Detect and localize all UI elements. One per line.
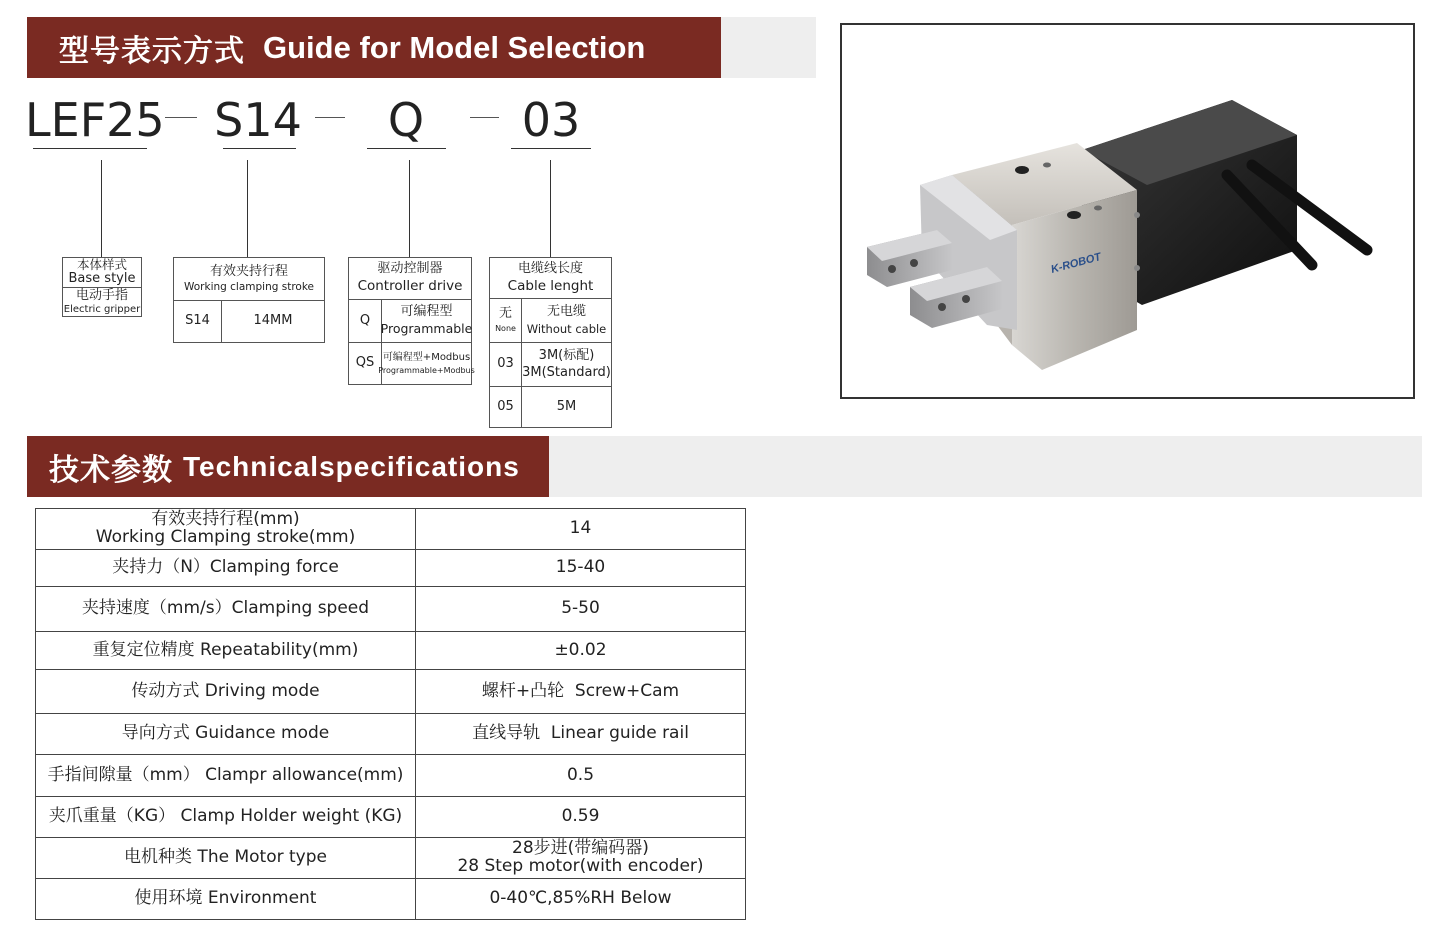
- spec-value: ±0.02: [416, 632, 746, 670]
- base-style-value-en: Electric gripper: [63, 303, 141, 315]
- model-code-part3: Q: [387, 93, 425, 147]
- section2-header: [27, 436, 549, 497]
- table-row: [36, 838, 746, 879]
- table-row: [36, 755, 746, 797]
- model-code-underline-4: [511, 148, 591, 149]
- model-code-dash-3: [470, 117, 499, 118]
- controller-opt1-en: Programmable: [380, 321, 473, 337]
- spec-value: 5-50: [416, 587, 746, 632]
- cable-opt2-cn: 3M(标配): [538, 347, 595, 363]
- controller-box: [348, 257, 475, 385]
- spec-table: [35, 508, 746, 920]
- controller-opt2-en: Programmable+Modbus: [378, 366, 475, 376]
- spec-label: 导向方式 Guidance mode: [36, 714, 416, 755]
- brand-logo: K-ROBOT: [1049, 251, 1103, 276]
- model-code-part1: LEF25: [25, 93, 165, 147]
- cable-box: [489, 257, 612, 428]
- connector-line-3: [409, 160, 410, 257]
- cable-opt3-value: 5M: [556, 398, 577, 414]
- table-row: [36, 509, 746, 550]
- base-style-title-cn: 本体样式: [76, 256, 127, 272]
- table-row: [36, 879, 746, 920]
- stroke-code: S14: [185, 313, 210, 329]
- cable-opt2-en: 3M(Standard): [522, 364, 611, 380]
- model-code-underline-3: [367, 148, 446, 149]
- stroke-title-en: Working clamping stroke: [183, 281, 315, 294]
- controller-opt1-cn: 可编程型: [400, 304, 453, 320]
- gripper-illustration: [842, 25, 1413, 397]
- spec-label: 夹爪重量（KG） Clamp Holder weight (KG): [36, 797, 416, 838]
- cable-opt2-code: 03: [497, 356, 514, 372]
- spec-value: 0-40℃,85%RH Below: [416, 879, 746, 920]
- model-code-dash-2: [315, 117, 345, 118]
- model-code-underline-2: [223, 148, 296, 149]
- model-code-underline-1: [33, 148, 147, 149]
- table-row: [36, 550, 746, 587]
- table-row: [36, 632, 746, 670]
- spec-label: 夹持速度（mm/s）Clamping speed: [36, 587, 416, 632]
- controller-opt2-code: QS: [355, 355, 375, 371]
- model-code-dash-1: [165, 117, 197, 118]
- cable-opt1-en: Without cable: [526, 321, 607, 336]
- spec-value: 28步进(带编码器) 28 Step motor(with encoder): [416, 838, 746, 879]
- controller-title-en: Controller drive: [357, 278, 463, 295]
- section1-header: [27, 17, 721, 78]
- stroke-value: 14MM: [253, 313, 293, 329]
- spec-label: 夹持力（N）Clamping force: [36, 550, 416, 587]
- controller-title-cn: 驱动控制器: [377, 261, 443, 277]
- spec-label: 使用环境 Environment: [36, 879, 416, 920]
- stroke-box: [173, 257, 325, 343]
- table-row: [36, 670, 746, 714]
- spec-label: 手指间隙量（mm） Clampr allowance(mm): [36, 755, 416, 797]
- spec-label: 电机种类 The Motor type: [36, 838, 416, 879]
- spec-label: 有效夹持行程(mm) Working Clamping stroke(mm): [36, 509, 416, 550]
- section1-title-cn: 型号表示方式: [59, 33, 245, 69]
- connector-line-4: [550, 160, 551, 257]
- spec-value: 0.59: [416, 797, 746, 838]
- base-style-box: [62, 257, 142, 317]
- product-image: [840, 23, 1415, 399]
- cable-title-en: Cable lenght: [507, 277, 594, 294]
- cable-title-cn: 电缆线长度: [517, 260, 583, 276]
- section2-title-cn: 技术参数: [49, 452, 173, 488]
- cable-opt1-code-cn: 无: [498, 306, 512, 322]
- spec-label: 传动方式 Driving mode: [36, 670, 416, 714]
- model-code-part4: 03: [521, 93, 581, 147]
- model-code-part2: S14: [214, 93, 302, 147]
- cable-opt1-cn: 无电缆: [546, 303, 586, 319]
- spec-value: 直线导轨 Linear guide rail: [416, 714, 746, 755]
- cable-opt1-code-en: None: [495, 324, 516, 334]
- controller-opt2-cn: 可编程型+Modbus: [382, 351, 471, 363]
- spec-value: 14: [416, 509, 746, 550]
- cable-opt3-code: 05: [497, 398, 514, 414]
- stroke-title-cn: 有效夹持行程: [209, 263, 288, 279]
- connector-line-2: [247, 160, 248, 257]
- base-style-title-en: Base style: [68, 271, 136, 287]
- table-row: [36, 797, 746, 838]
- spec-label: 重复定位精度 Repeatability(mm): [36, 632, 416, 670]
- table-row: [36, 587, 746, 632]
- spec-value: 0.5: [416, 755, 746, 797]
- base-style-value-cn: 电动手指: [75, 287, 128, 303]
- section1-title-en: Guide for Model Selection: [263, 29, 646, 65]
- spec-value: 螺杆+凸轮 Screw+Cam: [416, 670, 746, 714]
- table-row: [36, 714, 746, 755]
- connector-line-1: [101, 160, 102, 257]
- controller-opt1-code: Q: [359, 312, 371, 328]
- spec-value: 15-40: [416, 550, 746, 587]
- section2-title-en: Technicalspecifications: [183, 450, 520, 482]
